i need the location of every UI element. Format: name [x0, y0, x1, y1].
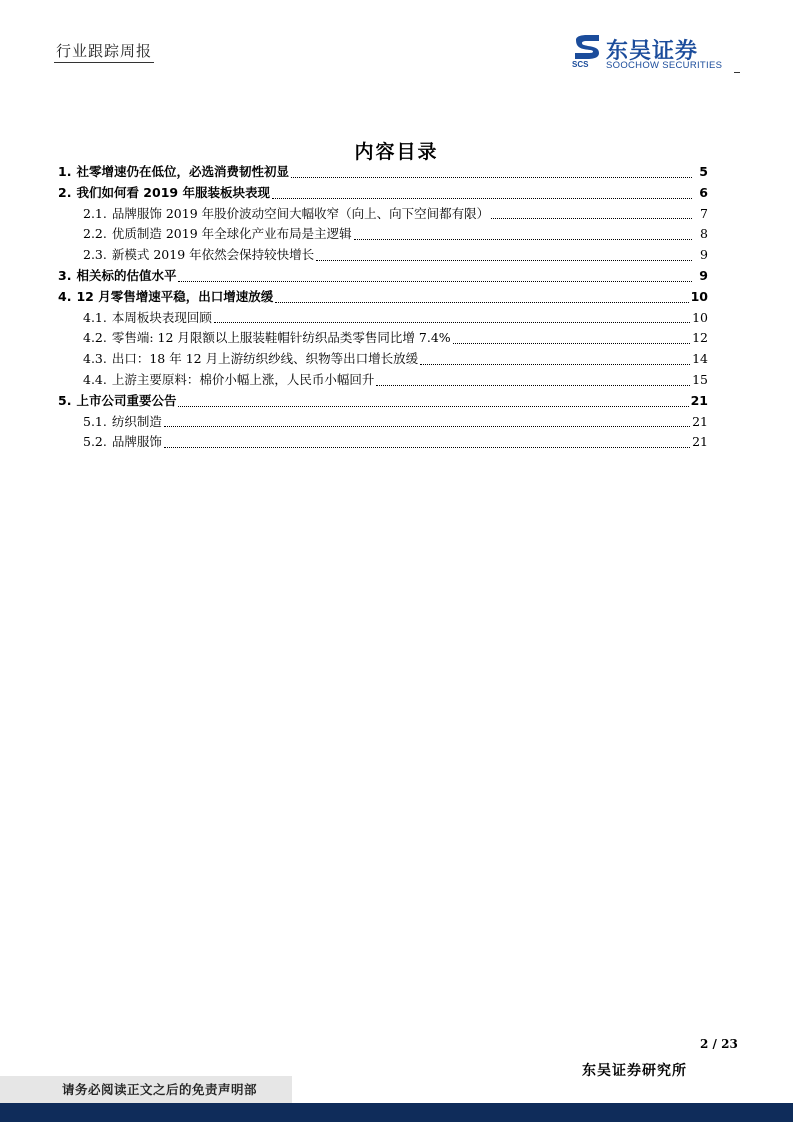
- toc-entry-page: 7: [700, 205, 708, 221]
- toc-entry-title: 出口：18 年 12 月上游纺织纱线、织物等出口增长放缓: [111, 351, 419, 367]
- toc-entry[interactable]: [58, 308, 708, 329]
- toc-entry-number: 2.3.: [83, 247, 107, 263]
- page-number: 2 / 23: [700, 1037, 738, 1051]
- toc-entry-number: 1.: [58, 164, 72, 179]
- toc-entry[interactable]: [58, 370, 708, 391]
- toc-entry[interactable]: [58, 266, 708, 287]
- toc-entry-number: 5.1.: [83, 413, 107, 429]
- toc-entry-number: 5.2.: [83, 434, 107, 450]
- toc-entry-number: 4.1.: [83, 309, 107, 325]
- toc-entry-title: 上市公司重要公告: [76, 392, 177, 408]
- toc-leader-dots: [275, 301, 688, 303]
- toc-entry[interactable]: [58, 245, 708, 266]
- toc-entry[interactable]: [58, 412, 708, 433]
- toc-entry[interactable]: [58, 183, 708, 204]
- toc-entry-page: 12: [692, 330, 708, 346]
- toc-entry-number: 2.: [58, 184, 72, 200]
- toc-entry-number: 4.4.: [83, 371, 107, 387]
- toc-leader-dots: [354, 238, 692, 240]
- toc-entry-page: 21: [690, 392, 708, 408]
- toc-entry-page: 5: [699, 164, 708, 179]
- toc-leader-dots: [420, 363, 690, 365]
- header-underline: [54, 62, 154, 63]
- toc-entry-title: 品牌服饰 2019 年股价波动空间大幅收窄（向上、向下空间都有限）: [111, 205, 490, 221]
- toc-entry[interactable]: [58, 162, 708, 183]
- toc-entry-page: 6: [699, 184, 708, 200]
- toc-leader-dots: [272, 197, 692, 199]
- toc-entry-number: 3.: [58, 267, 72, 283]
- toc-leader-dots: [376, 384, 690, 386]
- toc-entry-title: 社零增速仍在低位，必选消费韧性初显: [76, 164, 289, 179]
- toc-entry[interactable]: [58, 224, 708, 245]
- toc-entry-number: 2.1.: [83, 205, 107, 221]
- toc-entry-title: 相关标的估值水平: [76, 267, 177, 283]
- toc-entry-title: 上游主要原料：棉价小幅上涨，人民币小幅回升: [111, 371, 375, 387]
- toc-leader-dots: [214, 321, 690, 323]
- toc-entry-title: 新模式 2019 年依然会保持较快增长: [111, 247, 315, 263]
- disclaimer-banner: [0, 1076, 292, 1103]
- toc-entry-number: 4.: [58, 288, 72, 304]
- company-logo: [572, 34, 742, 74]
- report-type-label: 行业跟踪周报: [56, 42, 153, 60]
- table-of-contents: [58, 162, 708, 453]
- toc-leader-dots: [164, 425, 690, 427]
- toc-entry-page: 9: [700, 247, 708, 263]
- toc-entry-page: 21: [692, 413, 708, 429]
- toc-leader-dots: [178, 405, 688, 407]
- toc-leader-dots: [178, 280, 692, 282]
- toc-entry[interactable]: [58, 432, 708, 453]
- toc-entry[interactable]: [58, 287, 708, 308]
- logo-chinese-name: 东吴证券: [606, 39, 699, 64]
- toc-entry-page: 9: [699, 267, 708, 283]
- toc-entry-number: 2.2.: [83, 226, 107, 242]
- toc-entry-title: 纺织制造: [111, 413, 162, 429]
- logo-abbr: SCS: [572, 60, 589, 69]
- toc-entry-page: 21: [692, 434, 708, 450]
- toc-entry-title: 我们如何看 2019 年服装板块表现: [76, 184, 270, 200]
- toc-entry-number: 4.3.: [83, 351, 107, 367]
- header-tick-mark: [734, 72, 740, 73]
- toc-entry-title: 本周板块表现回顾: [111, 309, 212, 325]
- toc-entry-page: 14: [692, 351, 708, 367]
- toc-leader-dots: [164, 446, 690, 448]
- toc-entry-title: 品牌服饰: [111, 434, 162, 450]
- toc-leader-dots: [316, 259, 692, 261]
- toc-leader-dots: [453, 342, 690, 344]
- toc-entry-page: 10: [690, 288, 708, 304]
- toc-entry-number: 5.: [58, 392, 72, 408]
- toc-leader-dots: [491, 217, 692, 219]
- toc-entry-title: 零售端: 12 月限额以上服装鞋帽针纺织品类零售同比增 7.4%: [111, 330, 451, 346]
- toc-entry-title: 12 月零售增速平稳，出口增速放缓: [76, 288, 274, 304]
- toc-entry-title: 优质制造 2019 年全球化产业布局是主逻辑: [111, 226, 352, 242]
- footer-bar: [0, 1103, 793, 1122]
- toc-entry[interactable]: [58, 204, 708, 225]
- toc-entry[interactable]: [58, 349, 708, 370]
- toc-entry-page: 10: [692, 309, 708, 325]
- toc-leader-dots: [291, 176, 692, 178]
- toc-entry-page: 8: [700, 226, 708, 242]
- toc-entry-number: 4.2.: [83, 330, 107, 346]
- toc-title: 内容目录: [354, 141, 439, 163]
- toc-entry-page: 15: [692, 371, 708, 387]
- toc-entry[interactable]: [58, 391, 708, 412]
- footer-company-name: 东吴证券研究所: [582, 1063, 687, 1079]
- toc-entry[interactable]: [58, 328, 708, 349]
- disclaimer-text: 请务必阅读正文之后的免责声明部: [62, 1082, 258, 1097]
- logo-english-name: SOOCHOW SECURITIES: [606, 60, 723, 71]
